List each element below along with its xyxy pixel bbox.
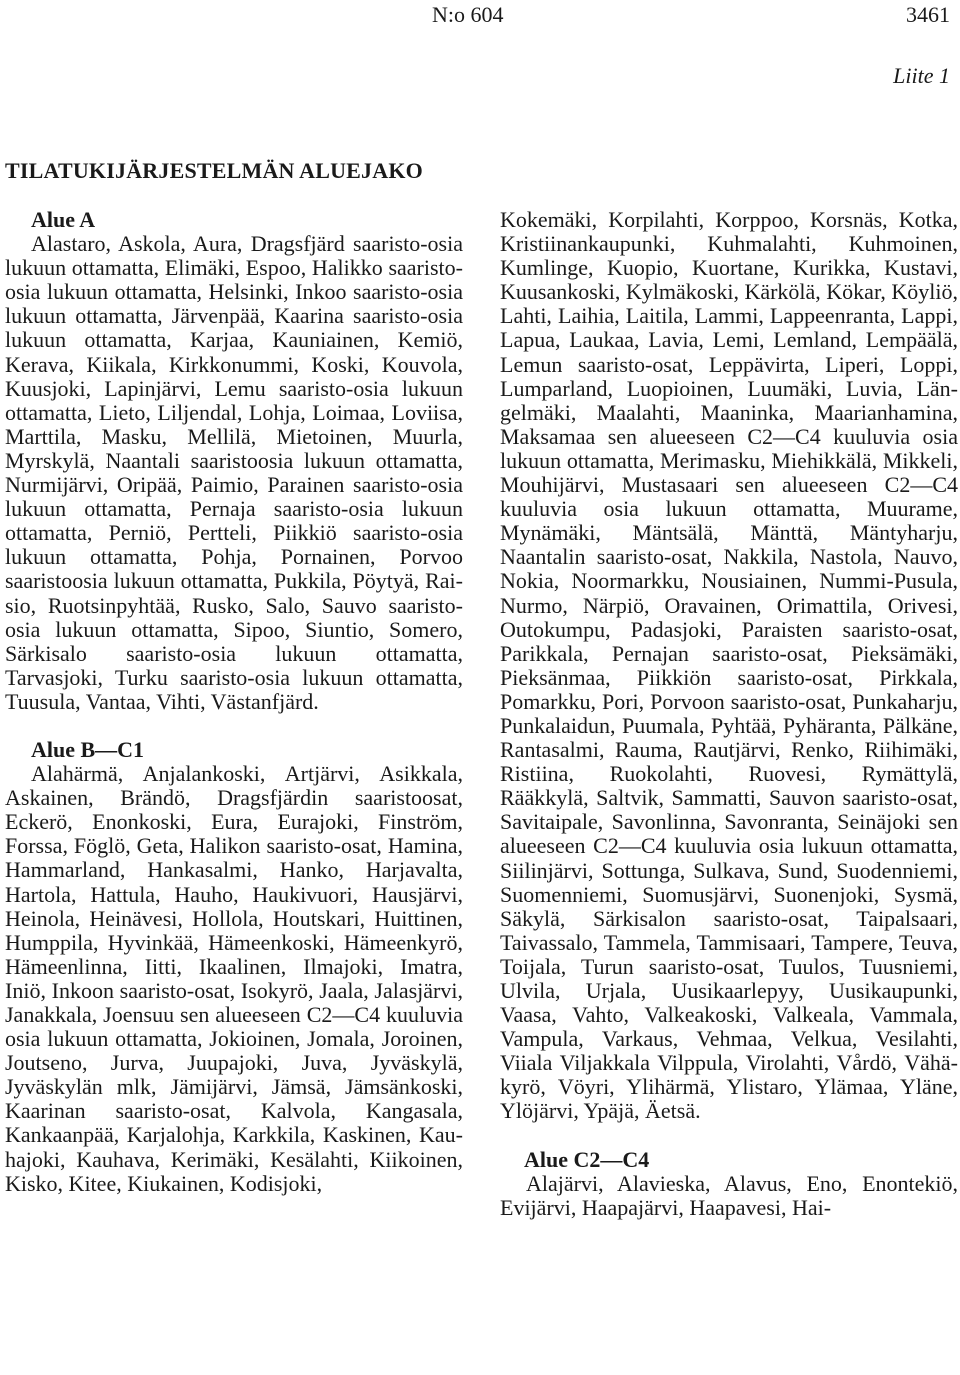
section-text-alue-b-c1-continued: Kokemäki, Korpilahti, Korppoo, Korsnäs, Kotka, Kristiinankaupunki, Kuhmalahti, Kuhmoinen, Kumlinge, Kuopio, Kuortane, Kurikka, Kustavi, Kuusankoski, Kylmäkoski, Kärkölä, Kökar, Köyliö, Lahti, Laihia, Laitila, Lammi, Lappeenranta, Lappi, Lapua, Laukaa, Lavia, Lemi, Lemland, Lempäälä, Lemun saaristo-osat, Leppävirta, Liperi, Loppi, Lumparland, Luopioinen, Luumäki, Luvia, Längelmäki, Maalahti, Maaninka, Maarianhamina, Maksamaa sen alueeseen C2—C4 kuuluvia osia lukuun ottamatta, Merimasku, Miehikkälä, Mikkeli, Mouhijärvi, Mustasaari sen alueeseen C2—C4 kuuluvia osia lukuun ottamatta, Muurame, Mynämäki, Mäntsälä, Mänttä, Mäntyharju, Naantalin saaristo-osat, Nakkila, Nastola, Nauvo, Nokia, Noormarkku, Nousiainen, Nummi-Pusula, Nurmo, Närpiö, Oravainen, Orimattila, Orivesi, Outokumpu, Padasjoki, Paraisten saaristo-osat, Parikkala, Pernajan saaristo-osat, Pieksämäki, Pieksänmaa, Piikkiön saaristo-osat, Pirkkala, Pomarkku, Pori, Porvoon saaristo-osat, Punkaharju, Punkalaidun, Puumala, Pyhtää, Pyhäranta, Pälkäne, Rantasalmi, Rauma, Rautjärvi, Renko, Riihimäki, Ristiina, Ruokolahti, Ruovesi, Rymättylä, Rääkkylä, Saltvik, Sammatti, Sauvon saaristo-osat, Savitaipale, Savonlinna, Savonranta, Seinäjoki sen alueeseen C2—C4 kuuluvia osia lukuun ottamatta, Siilinjärvi, Sottunga, Sulkava, Sund, Suodenniemi, Suomenniemi, Suomusjärvi, Suonenjoki, Sysmä, Säkylä, Särkisalon saaristo-osat, Taipalsaari, Taivassalo, Tammela, Tammisaari, Tampere, Teuva, Toijala, Turun saaristo-osat, Tuulos, Tuusniemi, Ulvila, Urjala, Uusikaarlepyy, Uusikaupunki, Vaasa, Vahto, Valkeakoski, Valkeala, Vammala, Vampula, Varkaus, Vehmaa, Velkua, Vesilahti, Viiala Viljakkala Vilppula, Virolahti, Vårdö, Vähäkyrö, Vöyri, Ylihärmä, Ylistaro, Ylämaa, Yläne, Ylöjärvi, Ypäjä, Äetsä. <box>500 207 959 1124</box>
section-spacer <box>500 1124 958 1148</box>
appendix-label: Liite 1 <box>893 63 950 88</box>
right-column <box>500 208 958 1220</box>
page-number: 3461 <box>906 2 950 27</box>
section-heading-alue-b-c1: Alue B—C1 <box>31 736 145 762</box>
document-title: TILATUKIJÄRJESTELMÄN ALUEJAKO <box>5 158 423 183</box>
section-heading-alue-c2-c4: Alue C2—C4 <box>524 1146 650 1172</box>
left-column <box>5 208 463 1196</box>
section-text-alue-a: Alastaro, Askola, Aura, Dragsfjärd saaristo-osia lukuun ottamatta, Elimäki, Espoo, Halikko saaristo-osia lukuun ottamatta, Helsinki, Inkoo saaristo-osia lukuun ottamatta, Järvenpää, Kaarina saaristo-osia lukuun ottamatta, Karjaa, Kauniainen, Kemiö, Kerava, Kiikala, Kirkkonummi, Koski, Kouvola, Kuusjoki, Lapinjärvi, Lemu saaristo-osia lukuun ottamatta, Lieto, Liljendal, Lohja, Loimaa, Loviisa, Marttila, Masku, Mellilä, Mietoinen, Muurla, Myrskylä, Naantali saaristoosia lukuun ottamatta, Nurmijärvi, Oripää, Paimio, Parainen saaristo-osia lukuun ottamatta, Pernaja saaristo-osia lukuun ottamatta, Perniö, Pertteli, Piikkiö saaristo-osia lukuun ottamatta, Pohja, Pornainen, Porvoo saaristoosia lukuun ottamatta, Pukkila, Pöytyä, Raisio, Ruotsinpyhtää, Rusko, Salo, Sauvo saaristo-osia lukuun ottamatta, Sipoo, Siuntio, Somero, Särkisalo saaristo-osia lukuun ottamatta, Tarvasjoki, Turku saaristo-osia lukuun ottamatta, Tuusula, Vantaa, Vihti, Västanfjärd. <box>5 231 463 714</box>
section-spacer <box>5 714 463 738</box>
issue-number: N:o 604 <box>432 2 504 27</box>
section-text-alue-b-c1: Alahärmä, Anjalankoski, Artjärvi, Asikkala, Askainen, Brändö, Dragsfjärdin saaristoosat, Eckerö, Enonkoski, Eura, Eurajoki, Finström, Forssa, Föglö, Geta, Halikon saaristo-osat, Hamina, Hammarland, Hankasalmi, Hanko, Harjavalta, Hartola, Hattula, Hauho, Haukivuori, Hausjärvi, Heinola, Heinävesi, Hollola, Houtskari, Huittinen, Humppila, Hyvinkää, Hämeenkoski, Hämeenkyrö, Hämeenlinna, Iitti, Ikaalinen, Ilmajoki, Imatra, Iniö, Inkoon saaristo-osat, Isokyrö, Jaala, Jalasjärvi, Janakkala, Joensuu sen alueeseen C2—C4 kuuluvia osia lukuun ottamatta, Jokioinen, Jomala, Joroinen, Joutseno, Jurva, Juupajoki, Juva, Jyväskylä, Jyväskylän mlk, Jämijärvi, Jämsä, Jämsänkoski, Kaarinan saaristo-osat, Kalvola, Kangasala, Kankaanpää, Karjalohja, Karkkila, Kaskinen, Kauhajoki, Kauhava, Kerimäki, Kesälahti, Kiikoinen, Kisko, Kitee, Kiukainen, Kodisjoki, <box>5 761 463 1196</box>
section-heading-alue-a: Alue A <box>31 207 96 232</box>
section-text-alue-c2-c4: Alajärvi, Alavieska, Alavus, Eno, Enontekiö, Evijärvi, Haapajärvi, Haapavesi, Hai- <box>500 1170 958 1220</box>
